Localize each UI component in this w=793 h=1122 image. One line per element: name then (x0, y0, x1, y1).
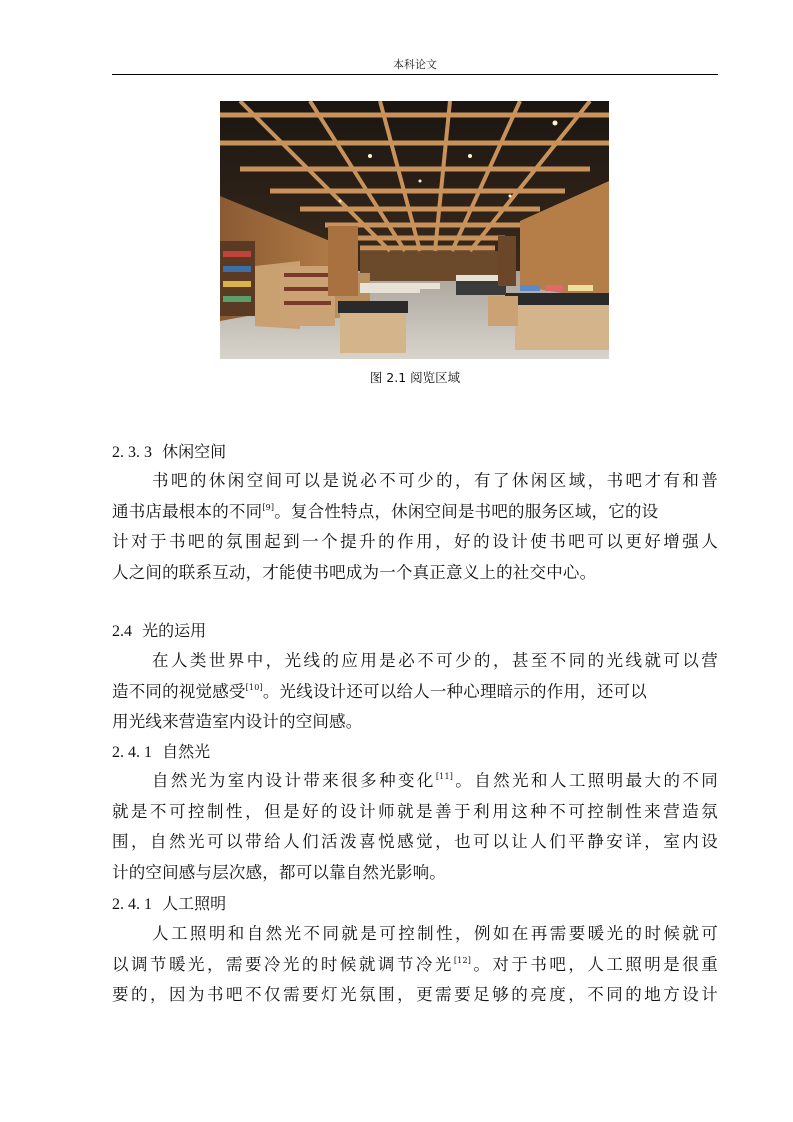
text-line: 书吧的休闲空间可以是说必不可少的，有了休闲区域，书吧才有和普 (152, 471, 718, 490)
running-header: 本科论文 (393, 58, 437, 71)
section-heading-2-4 (112, 620, 206, 643)
section-title: 休闲空间 (162, 442, 227, 461)
text-line (112, 677, 718, 708)
text-segment: 通书店最根本的不同 (112, 501, 263, 521)
text-line: 用光线来营造室内设计的空间感。 (112, 712, 363, 731)
section-title: 人工照明 (162, 894, 227, 913)
paragraph-artificial-light (112, 919, 718, 1011)
text-segment: 自然光为室内设计带来很多种变化 (152, 771, 436, 790)
section-number: 2. 4. 1 (112, 896, 152, 913)
reading-area-photo (220, 101, 609, 359)
text-line (112, 950, 718, 981)
text-line: 计的空间感与层次感，都可以靠自然光影响。 (112, 862, 446, 882)
citation-ref: [12] (453, 955, 472, 965)
text-line: 就是不可控制性，但是好的设计师就是善于利用这种不可控制性来营造氛 (112, 801, 718, 821)
text-segment: 以调节暖光，需要冷光的时候就调节冷光 (112, 954, 454, 974)
text-line: 人之间的联系互动，才能使书吧成为一个真正意义上的社交中心。 (112, 562, 597, 582)
text-line: 围，自然光可以带给人们活泼喜悦感觉，也可以让人们平静安详，室内设 (112, 832, 718, 851)
text-line: 计对于书吧的氛围起到一个提升的作用，好的设计使书吧可以更好增强人 (112, 532, 718, 551)
citation-ref: [9] (262, 502, 275, 512)
section-heading-artificial-light (112, 893, 226, 916)
paragraph-leisure-space (112, 466, 718, 588)
text-segment: 造不同的视觉感受 (112, 681, 246, 701)
paragraph-natural-light (112, 766, 718, 888)
text-line: 人工照明和自然光不同就是可控制性，例如在再需要暖光的时候就可 (152, 924, 718, 943)
section-number: 2. 4. 1 (112, 744, 152, 761)
section-heading-2-3-3 (112, 441, 226, 464)
section-title: 光的运用 (142, 621, 207, 640)
text-segment: 。自然光和人工照明最大的不同 (453, 771, 718, 790)
paragraph-light-use (112, 646, 718, 738)
header-rule (112, 74, 718, 75)
bookstore-interior-image (220, 101, 609, 359)
text-segment: 。复合性特点，休闲空间是书吧的服务区域，它的设 (274, 501, 659, 521)
text-segment: 。光线设计还可以给人一种心理暗示的作用，还可以 (262, 681, 647, 701)
section-heading-natural-light (112, 741, 210, 764)
citation-ref: [11] (435, 772, 454, 781)
text-segment: 。对于书吧，人工照明是很重 (471, 954, 718, 974)
text-line (112, 497, 718, 528)
text-line: 要的，因为书吧不仅需要灯光氛围，更需要足够的亮度，不同的地方设计 (112, 985, 718, 1004)
figure-caption: 图 2.1 阅览区域 (369, 370, 461, 385)
section-number: 2.4 (112, 623, 132, 640)
citation-ref: [10] (245, 682, 263, 692)
section-title: 自然光 (162, 742, 211, 761)
text-line (112, 766, 718, 797)
section-number: 2. 3. 3 (112, 444, 152, 461)
text-line: 在人类世界中，光线的应用是必不可少的，甚至不同的光线就可以营 (152, 651, 718, 670)
